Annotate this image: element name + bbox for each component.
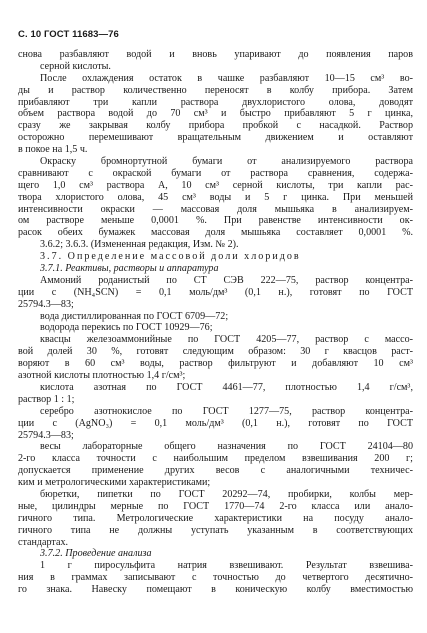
text-line: снова разбавляют водой и вновь упаривают до появления паров — [18, 49, 413, 60]
text-line: ды и раствор количественно переносят в колбу прибора. Затем — [18, 84, 413, 96]
text-line: воряют в 60 см³ воды, раствор фильтруют и добавляют 10 см³ — [18, 358, 413, 370]
text-line: квасцы железоаммонийные по ГОСТ 4205—77, раствор с массо- — [40, 334, 413, 346]
section-heading: 3.7. Определение массовой доли хлоридов — [40, 251, 301, 263]
text-line: азотной кислоты плотностью 1,4 г/см³; — [18, 370, 186, 382]
page-header: С. 10 ГОСТ 11683—76 — [18, 29, 119, 40]
text-line: осторожно перемешивают вращательным движением и оставляют — [18, 132, 413, 144]
text-line: сразу же закрывая колбу прибора пробкой с насадкой. Раствор — [18, 120, 413, 132]
text-line: После охлаждения остаток в чашке разбавляют 10—15 см³ во- — [40, 72, 413, 84]
text-line: гичного типа не должны уступать указанным в соответствующих — [18, 524, 413, 536]
text-line: объем раствора водой до 70 см³ и быстро прибавляют 5 г цинка, — [18, 108, 413, 120]
text-line: Аммоний роданистый по СТ СЭВ 222—75, раствор концентра- — [40, 274, 413, 286]
amendment-note: 3.6.2; 3.6.3. (Измененная редакция, Изм. № 2). — [40, 239, 239, 251]
text-line: Окраску бромнортутной бумаги от анализируемого раствора — [40, 156, 413, 168]
text-line: кислота азотная по ГОСТ 4461—77, плотностью 1,4 г/см³, — [40, 381, 413, 393]
text-line: прибавляют три капли раствора двухлористого олова, доводят — [18, 96, 413, 108]
text-line: раствор 1 : 1; — [18, 393, 75, 405]
text-line: 25794.3—83; — [18, 429, 74, 441]
text-line: ния в граммах записывают с точностью до четвертого десятично- — [18, 572, 413, 584]
text-line: 1 г пиросульфита натрия взвешивают. Результат взвешива- — [40, 560, 413, 572]
text-line: щего 1,0 см³ раствора А, 10 см³ серной кислоты, три капли рас- — [18, 179, 413, 191]
text-line: твора хлористого олова, 45 см³ воды и 5 г цинка. При меньшей — [18, 191, 413, 203]
text-line: в покое на 1,5 ч. — [18, 144, 88, 156]
text-line: расок обеих бумажек массовая доля мышьяка составляет 0,0001 %. — [18, 227, 413, 239]
text-line: стандартах. — [18, 536, 69, 548]
text-line: ом растворе меньше 0,0001 %. При равенстве интенсивности ок- — [18, 215, 413, 227]
text-line: 25794.3—83; — [18, 298, 74, 310]
text-line: интенсивности окраски — массовая доля мышьяка в анализируем- — [18, 203, 413, 215]
text-line: гичного типа. Метрологические характеристики на посуду анало- — [18, 512, 413, 524]
body-text — [18, 49, 413, 596]
text-line: водорода перекись по ГОСТ 10929—76; — [40, 322, 213, 334]
text-line: бюретки, пипетки по ГОСТ 20292—74, пробирки, колбы мер- — [40, 488, 413, 500]
text-line: 2-го класса точности с наибольшим пределом взвешивания 200 г; — [18, 453, 413, 465]
text-line: допускается применение других весов с аналогичными техничес- — [18, 465, 413, 477]
text-line: вой долей 30 %, готовят следующим образом: 30 г квасцов раст- — [18, 346, 413, 358]
text-line: вода дистиллированная по ГОСТ 6709—72; — [40, 310, 229, 322]
text-line: ции с (NH₄SCN) = 0,1 моль/дм³ (0,1 н.), готовят по ГОСТ — [18, 286, 413, 298]
text-line: серебро азотнокислое по ГОСТ 1277—75, раствор концентра- — [40, 405, 413, 417]
text-line: сравнивают с окраской бумаги от раствора сравнения, содержа- — [18, 167, 413, 179]
subsection-heading: 3.7.2. Проведение анализа — [40, 548, 152, 560]
text-line: весы лабораторные общего назначения по ГОСТ 24104—80 — [40, 441, 413, 453]
text-line: серной кислоты. — [40, 60, 111, 72]
text-line: ции с (AgNO₃) = 0,1 моль/дм³ (0,1 н.), готовят по ГОСТ — [18, 417, 413, 429]
text-line: ные, цилиндры мерные по ГОСТ 1770—74 2-го класса или анало- — [18, 500, 413, 512]
subsection-heading: 3.7.1. Реактивы, растворы и аппаратура — [40, 263, 219, 275]
text-line: ким и метрологическими характеристиками; — [18, 477, 211, 489]
text-line: го знака. Навеску помещают в коническую колбу вместимостью — [18, 584, 413, 596]
